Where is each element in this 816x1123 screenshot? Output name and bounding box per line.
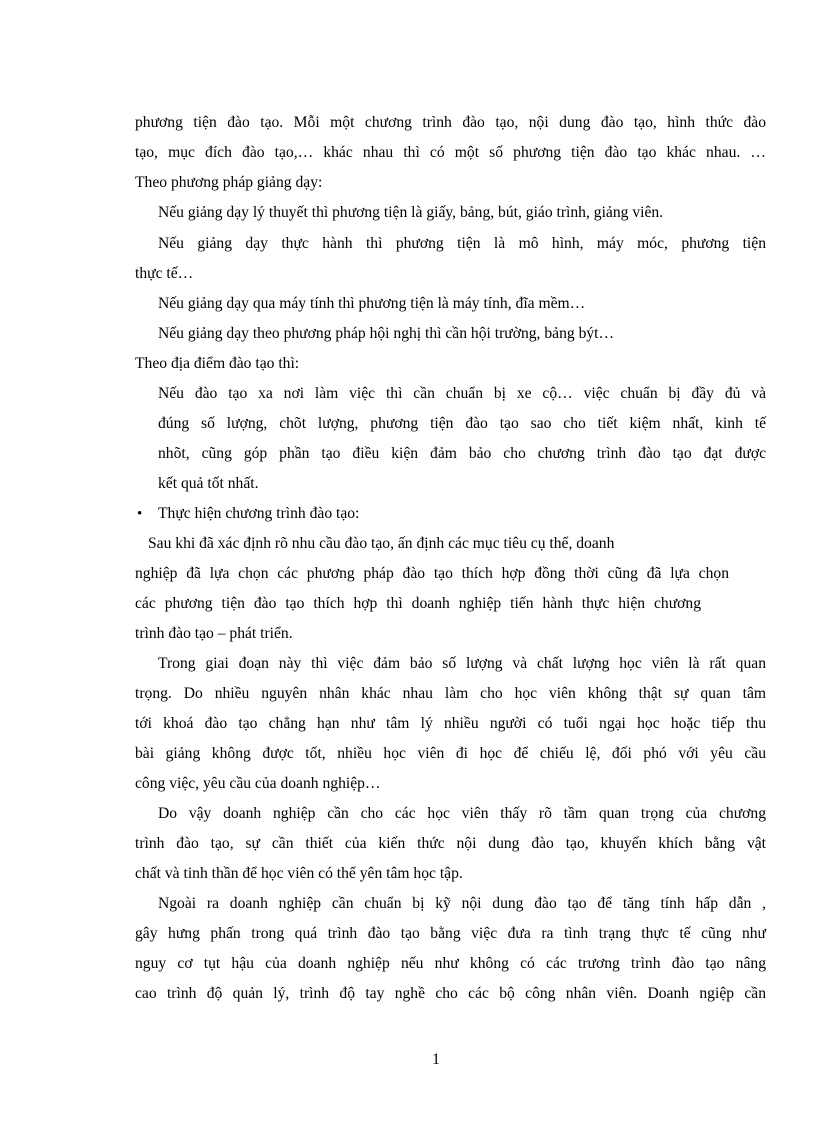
text-line: tới khoá đào tạo chẳng hạn như tâm lý nhiều người có tuổi ngại học hoặc tiếp thu bbox=[135, 715, 766, 732]
text-line: công việc, yêu cầu của doanh nghiệp… bbox=[135, 775, 381, 792]
text-line: tạo, mục đích đào tạo,… khác nhau thì có một số phương tiện đào tạo khác nhau. … bbox=[135, 144, 766, 161]
text-line: gây hưng phấn trong quá trình đào tạo bằng việc đưa ra tình trạng thực tế cũng như bbox=[135, 925, 766, 942]
text-line: trình đào tạo, sự cần thiết của kiến thức nội dung đào tạo, khuyến khích bằng vật bbox=[135, 835, 766, 852]
text-line: trọng. Do nhiều nguyên nhân khác nhau làm cho học viên không thật sự quan tâm bbox=[135, 685, 766, 702]
text-line: Nếu giảng dạy thực hành thì phương tiện là mô hình, máy móc, phương tiện bbox=[158, 235, 766, 252]
text-line: Nếu giảng dạy qua máy tính thì phương tiện là máy tính, đĩa mềm… bbox=[158, 295, 586, 312]
text-line: Theo địa điểm đào tạo thì: bbox=[135, 355, 300, 372]
text-line: nguy cơ tụt hậu của doanh nghiệp nếu như không có các trương trình đào tạo nâng bbox=[135, 955, 766, 972]
text-line: Trong giai đoạn này thì việc đảm bảo số lượng và chất lượng học viên là rất quan bbox=[158, 655, 766, 672]
text-line: các phương tiện đào tạo thích hợp thì doanh nghiệp tiến hành thực hiện chương bbox=[135, 595, 701, 612]
text-line: Theo phương pháp giảng dạy: bbox=[135, 174, 323, 191]
text-line: bài giảng không được tốt, nhiều học viên đi học để chiếu lệ, đối phó với yêu cầu bbox=[135, 745, 766, 762]
text-line: Ngoài ra doanh nghiệp cần chuẩn bị kỹ nội dung đào tạo để tăng tính hấp dẫn , bbox=[158, 895, 766, 912]
text-line: phương tiện đào tạo. Mỗi một chương trình đào tạo, nội dung đào tạo, hình thức đào bbox=[135, 114, 766, 131]
text-line: chất và tinh thần để học viên có thể yên tâm học tập. bbox=[135, 865, 463, 882]
text-line: Do vậy doanh nghiệp cần cho các học viên thấy rõ tầm quan trọng của chương bbox=[158, 805, 766, 822]
text-line: nhõt, cũng góp phần tạo điều kiện đảm bảo cho chương trình đào tạo đạt được bbox=[158, 445, 766, 462]
text-line: Nếu đào tạo xa nơi làm việc thì cần chuẩn bị xe cộ… việc chuẩn bị đầy đủ và bbox=[158, 385, 766, 402]
section-heading: Thực hiện chương trình đào tạo: bbox=[158, 505, 360, 522]
text-line: kết quả tốt nhất. bbox=[158, 475, 259, 492]
text-line: trình đào tạo – phát triển. bbox=[135, 625, 293, 642]
text-line: cao trình độ quản lý, trình độ tay nghề cho các bộ công nhân viên. Doanh ngiệp cần bbox=[135, 985, 766, 1002]
bullet-icon: • bbox=[137, 506, 143, 522]
text-line: Nếu giảng dạy theo phương pháp hội nghị thì cần hội trường, bảng být… bbox=[158, 325, 615, 342]
text-line: Nếu giảng dạy lý thuyết thì phương tiện là giấy, bảng, bút, giáo trình, giảng viên. bbox=[158, 204, 664, 221]
text-line: đúng số lượng, chõt lượng, phương tiện đào tạo sao cho tiết kiệm nhất, kinh tế bbox=[158, 415, 766, 432]
page-number: 1 bbox=[432, 1051, 440, 1068]
text-line: thực tế… bbox=[135, 265, 194, 282]
text-line: nghiệp đã lựa chọn các phương pháp đào tạo thích hợp đồng thời cũng đã lựa chọn bbox=[135, 565, 729, 582]
text-line: Sau khi đã xác định rõ nhu cầu đào tạo, ấn định các mục tiêu cụ thể, doanh bbox=[148, 535, 615, 552]
